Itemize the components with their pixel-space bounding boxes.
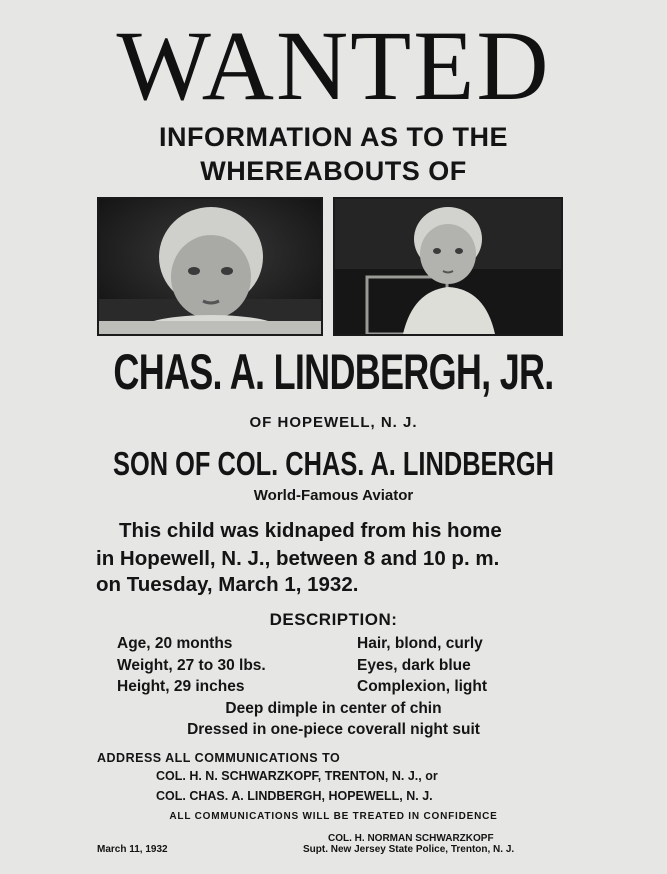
photo-child-close-up (97, 197, 323, 336)
photo-child-seated (333, 197, 563, 336)
father-title: World-Famous Aviator (253, 487, 414, 504)
desc-eyes: Eyes, dark blue (357, 657, 471, 674)
address-line-2: COL. CHAS. A. LINDBERGH, HOPEWELL, N. J. (156, 789, 433, 803)
desc-hair: Hair, blond, curly (357, 635, 483, 652)
son-of-line: SON OF COL. CHAS. A. LINDBERGH (113, 445, 554, 482)
kidnap-line-3: on Tuesday, March 1, 1932. (96, 573, 359, 596)
desc-dimple: Deep dimple in center of chin (225, 700, 442, 717)
hometown: OF HOPEWELL, N. J. (249, 414, 418, 431)
child-name: CHAS. A. LINDBERGH, JR. (113, 344, 554, 400)
address-line-1: COL. H. N. SCHWARZKOPF, TRENTON, N. J., or (156, 769, 438, 783)
desc-dressed: Dressed in one-piece coverall night suit (187, 721, 480, 738)
desc-weight: Weight, 27 to 30 lbs. (117, 657, 266, 674)
address-heading: ADDRESS ALL COMMUNICATIONS TO (97, 751, 341, 765)
subhead-line-2: WHEREABOUTS OF (200, 156, 467, 186)
kidnap-line-2: in Hopewell, N. J., between 8 and 10 p. m. (96, 547, 500, 570)
kidnap-line-1: This child was kidnaped from his home (119, 519, 502, 542)
description-heading: DESCRIPTION: (269, 610, 398, 629)
desc-complexion: Complexion, light (357, 678, 488, 695)
desc-age: Age, 20 months (117, 635, 233, 652)
signature-name: COL. H. NORMAN SCHWARZKOPF (328, 833, 494, 844)
signature-title: Supt. New Jersey State Police, Trenton, N. J. (303, 844, 515, 855)
headline: WANTED (116, 10, 551, 121)
confidence-notice: ALL COMMUNICATIONS WILL BE TREATED IN CONFIDENCE (169, 811, 498, 822)
subhead-line-1: INFORMATION AS TO THE (159, 122, 508, 152)
poster-date: March 11, 1932 (97, 844, 168, 855)
desc-height: Height, 29 inches (117, 678, 245, 695)
